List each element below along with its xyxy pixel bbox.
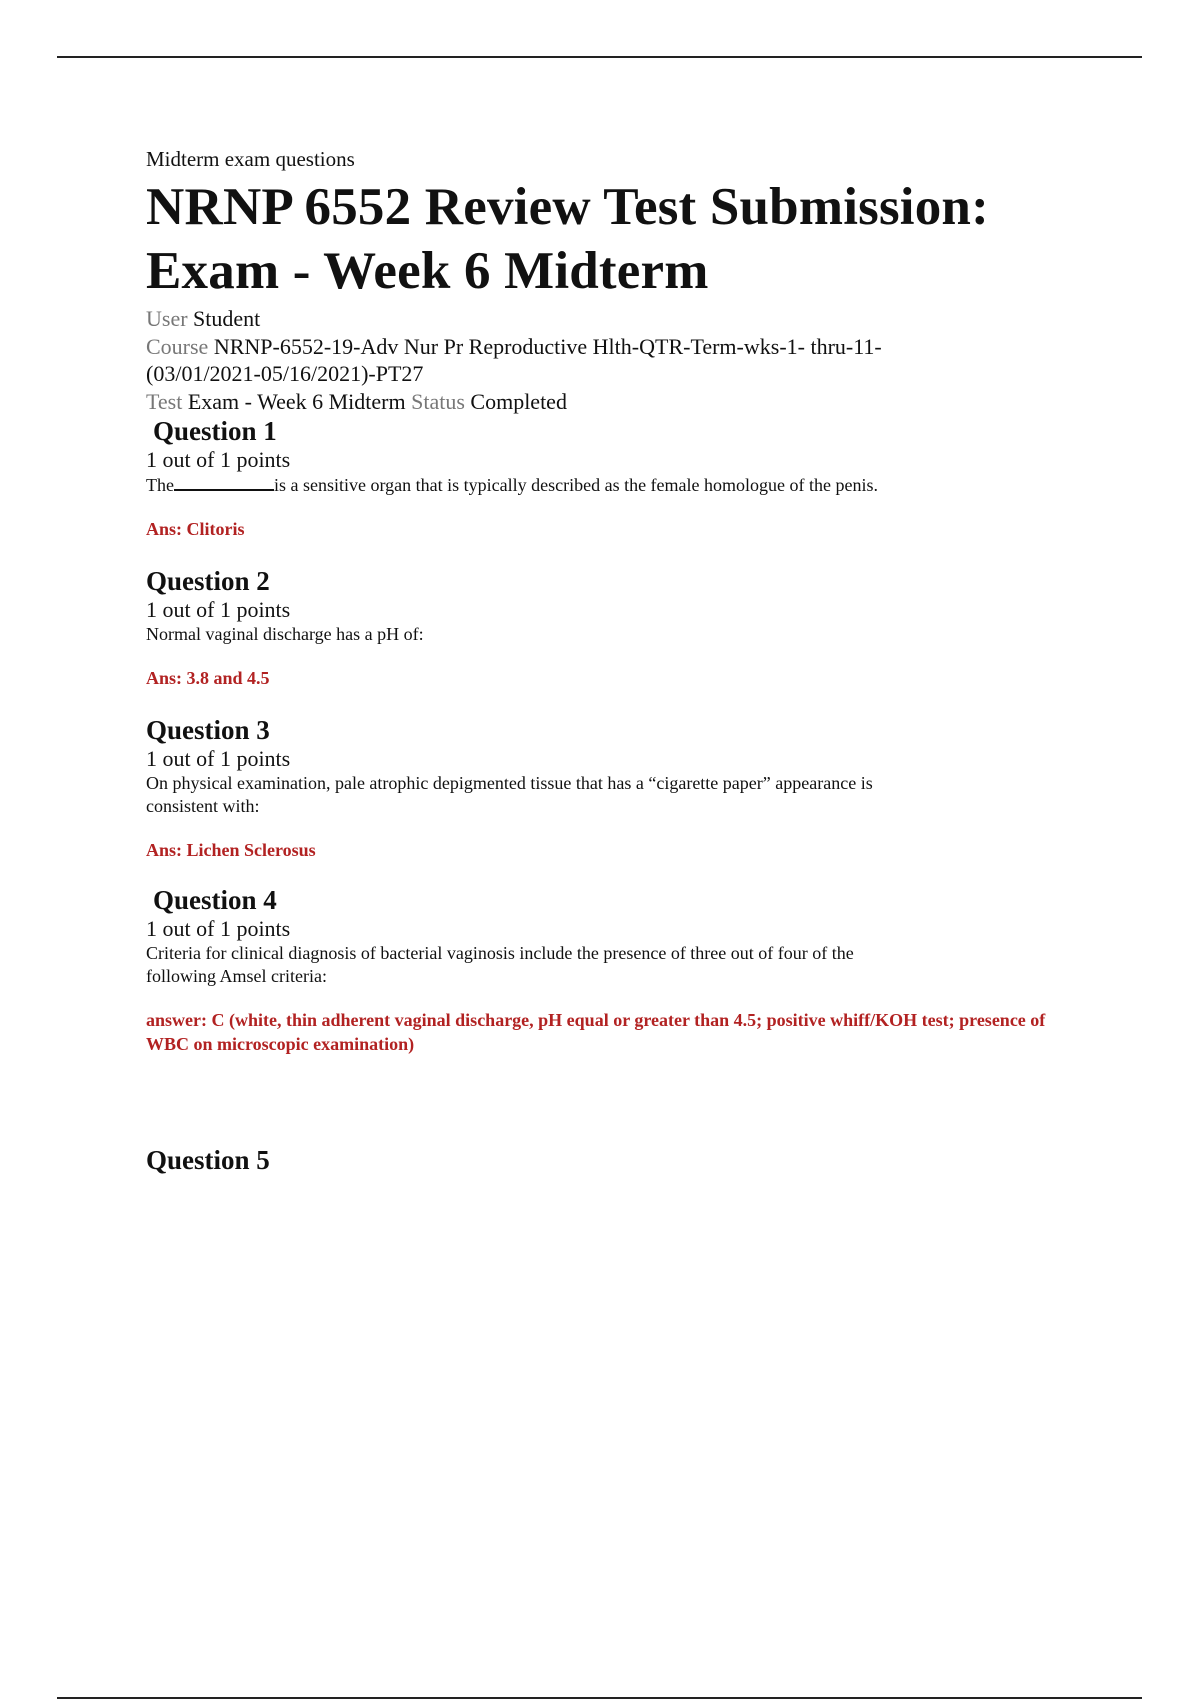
meta-test-value: Exam - Week 6 Midterm: [187, 388, 406, 414]
question-text: Criteria for clinical diagnosis of bacterial vaginosis include the presence of three out of four of the following Amsel criteria:: [146, 943, 854, 986]
question-5: [146, 1144, 1106, 1176]
meta-course-label: Course: [146, 333, 209, 359]
answer-text: Ans: Lichen Sclerosus: [146, 840, 316, 860]
question-title: Question 3: [146, 715, 270, 745]
meta-user: [146, 305, 886, 333]
submission-meta: [146, 305, 886, 415]
meta-course: [146, 333, 886, 388]
question-title: Question 5: [146, 1145, 270, 1175]
question-2: [146, 565, 1106, 690]
question-4: [146, 884, 1106, 1056]
meta-course-value: NRNP-6552-19-Adv Nur Pr Reproductive Hlth-QTR-Term-wks-1- thru-11-(03/01/2021-05/16/2021)-PT27: [146, 333, 882, 386]
meta-status-value: Completed: [470, 388, 567, 414]
bottom-rule: [57, 1697, 1142, 1699]
question-3: [146, 714, 1106, 862]
question-title: Question 1: [153, 416, 277, 446]
question-title: Question 4: [153, 885, 277, 915]
question-text: [146, 473, 886, 497]
answer-text: Ans: 3.8 and 4.5: [146, 668, 270, 688]
document-subtitle: Midterm exam questions: [146, 147, 355, 171]
question-text: On physical examination, pale atrophic depigmented tissue that has a “cigarette paper” appearance is consistent with:: [146, 773, 873, 816]
meta-user-value: Student: [193, 306, 261, 331]
meta-user-label: User: [146, 306, 188, 331]
answer-text: answer: C (white, thin adherent vaginal discharge, pH equal or greater than 4.5; positive whiff/KOH test; presence of WBC on microscopic examination): [146, 1010, 1046, 1054]
question-text-end: is a sensitive organ that is typically described as the female homologue of the penis.: [273, 475, 878, 495]
question-1: [146, 415, 1106, 541]
page-title: NRNP 6552 Review Test Submission: Exam - Week 6 Midterm: [146, 178, 989, 300]
question-text-start: The: [146, 475, 174, 495]
question-points: 1 out of 1 points: [146, 447, 291, 472]
answer-text: Ans: Clitoris: [146, 519, 245, 539]
document-body: [146, 145, 1106, 1176]
question-points: 1 out of 1 points: [146, 916, 291, 941]
fill-in-blank: [174, 473, 274, 491]
meta-test-label: Test: [146, 388, 183, 414]
meta-status-label: Status: [411, 388, 465, 414]
question-text: Normal vaginal discharge has a pH of:: [146, 624, 424, 644]
top-rule: [57, 56, 1142, 58]
meta-test: [146, 388, 886, 416]
question-points: 1 out of 1 points: [146, 746, 291, 771]
question-points: 1 out of 1 points: [146, 597, 291, 622]
question-title: Question 2: [146, 566, 270, 596]
